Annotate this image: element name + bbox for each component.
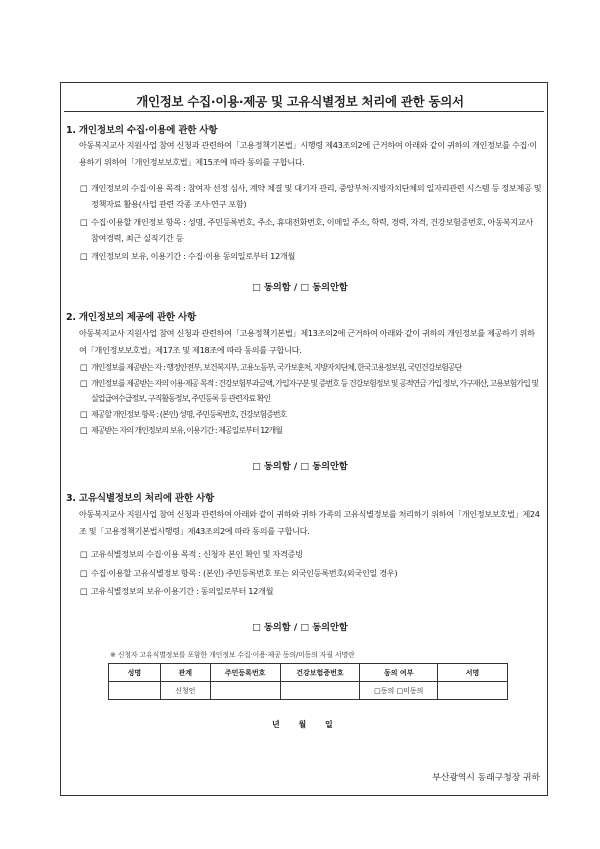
section-3-heading: 3. 고유식별정보의 처리에 관한 사항 [66,493,214,504]
section-2-heading: 2. 개인정보의 제공에 관한 사항 [66,312,196,323]
list-item[interactable]: □ 고유식별정보의 수집·이용 목적 : 신청자 본인 확인 및 자격증빙 [80,547,542,563]
section-2-intro: 아동복지교사 지원사업 참여 신청과 관련하여「고용정책기본법」제13조의2에 근거하여 아래와 같이 귀하의 개인정보를 제공하기 위하여「개인정보보호법」제17조 및 제18조에 따라 동의를 구합니다. [79,328,535,355]
section-2-items [80,360,542,439]
section-1-heading: 1. 개인정보의 수집·이용에 관한 사항 [66,125,218,136]
list-item[interactable]: □ 개인정보의 보유, 이용기간 : 수집·이용 동의일로부터 12개월 [80,249,542,265]
table-row [109,682,508,700]
list-item[interactable]: □ 제공받는 자의 개인정보의 보유, 이용기간 : 제공일로부터 12개월 [80,423,542,438]
section-1-items [80,181,542,268]
signature-note: ※ 신청자 고유식별정보를 포함한 개인정보 수집·이용·제공 동의/미동의 자필 서명란 [110,651,355,659]
header-resident-no: 주민등록번호 [210,664,280,682]
checkbox-icon[interactable]: □ [80,549,88,559]
checkbox-icon[interactable]: □ [80,409,88,419]
list-item[interactable]: □ 고유식별정보의 보유·이용기간 : 동의일로부터 12개월 [80,584,542,600]
checkbox-icon[interactable]: □ [80,217,88,227]
section-1-consent[interactable]: □ 동의함 / □ 동의안함 [252,282,348,293]
list-item[interactable]: □ 개인정보의 수집·이용 목적 : 참여자 선정 심사, 계약 체결 및 대기자 관리, 중앙부처·지방자치단체의 일자리관련 시스템 등 정보제공 및 정책자료 활용(사업 관련 각종 조사·연구 포함) [80,183,542,209]
name-cell[interactable] [109,682,161,700]
header-relation: 관계 [160,664,210,682]
checkbox-icon[interactable]: □ [80,586,88,596]
resident-no-cell[interactable] [210,682,280,700]
signature-header-row [109,664,508,682]
checkbox-icon[interactable]: □ [80,183,88,193]
header-consent: 동의 여부 [360,664,438,682]
section-3-consent[interactable]: □ 동의함 / □ 동의안함 [252,622,348,633]
list-item[interactable]: □ 수집·이용할 개인정보 항목 : 성명, 주민등록번호, 주소, 휴대전화번호, 이메일 주소, 학력, 경력, 자격, 건강보험증번호, 아동복지교사 참여경력, 최근 실직기간 등 [80,217,533,243]
signature-table [108,663,508,700]
header-sign: 서명 [438,664,508,682]
list-item[interactable]: □ 개인정보를 제공받는 자의 이용·제공 목적 : 건강보험부과금액, 가입자구분 및 증번호 등 건강보험정보 및 공적연금 가입 정보, 가구재산, 고용보험가입 및 실업급여수급정보, 구직활동정보, 주민등록 등 관련자료 확인 [80,378,539,403]
checkbox-icon[interactable]: □ [80,362,88,372]
addressee: 부산광역시 동래구청장 귀하 [432,773,540,783]
checkbox-icon[interactable]: □ [80,567,88,578]
sign-cell[interactable] [438,682,508,700]
section-1-intro: 아동복지교사 지원사업 참여 신청과 관련하여「고용정책기본법」시행령 제43조의2에 근거하여 아래와 같이 귀하의 개인정보를 수집·이용하기 위하여「개인정보보호법」제15조에 따라 동의를 구합니다. [79,140,537,167]
checkbox-icon[interactable]: □ [80,378,88,388]
health-no-cell[interactable] [280,682,360,700]
header-name: 성명 [109,664,161,682]
section-2-consent[interactable]: □ 동의함 / □ 동의안함 [252,461,348,472]
date-line: 년 월 일 [272,720,333,729]
list-item[interactable]: □ 수집·이용할 고유식별정보 항목 : (본인) 주민등록번호 또는 외국인등록번호(외국인일 경우) [80,566,542,582]
checkbox-icon[interactable]: □ [80,425,88,435]
relation-cell: 신청인 [160,682,210,700]
title-underline [64,111,544,112]
checkbox-icon[interactable]: □ [80,251,88,261]
consent-cell[interactable]: □동의 □미동의 [360,682,438,700]
list-item[interactable]: □ 제공할 개인정보 항목 : (본인) 성명, 주민등록번호, 건강보험증번호 [80,407,542,422]
section-3-intro: 아동복지교사 지원사업 참여 신청과 관련하여 아래와 같이 귀하와 귀하 가족의 고유식별정보를 처리하기 위하여「개인정보보호법」제24조 및「고용정책기본법시행령」제43조의2에 따라 동의를 구합니다. [79,509,540,536]
document-title: 개인정보 수집·이용·제공 및 고유식별정보 처리에 관한 동의서 [0,92,600,110]
header-health-no: 건강보험증번호 [280,664,360,682]
list-item[interactable]: □ 개인정보를 제공받는 자 : 행정안전부, 보건복지부, 고용노동부, 국가보훈처, 지방자치단체, 한국고용정보원, 국민건강보험공단 [80,360,542,375]
section-3-items [80,547,542,603]
